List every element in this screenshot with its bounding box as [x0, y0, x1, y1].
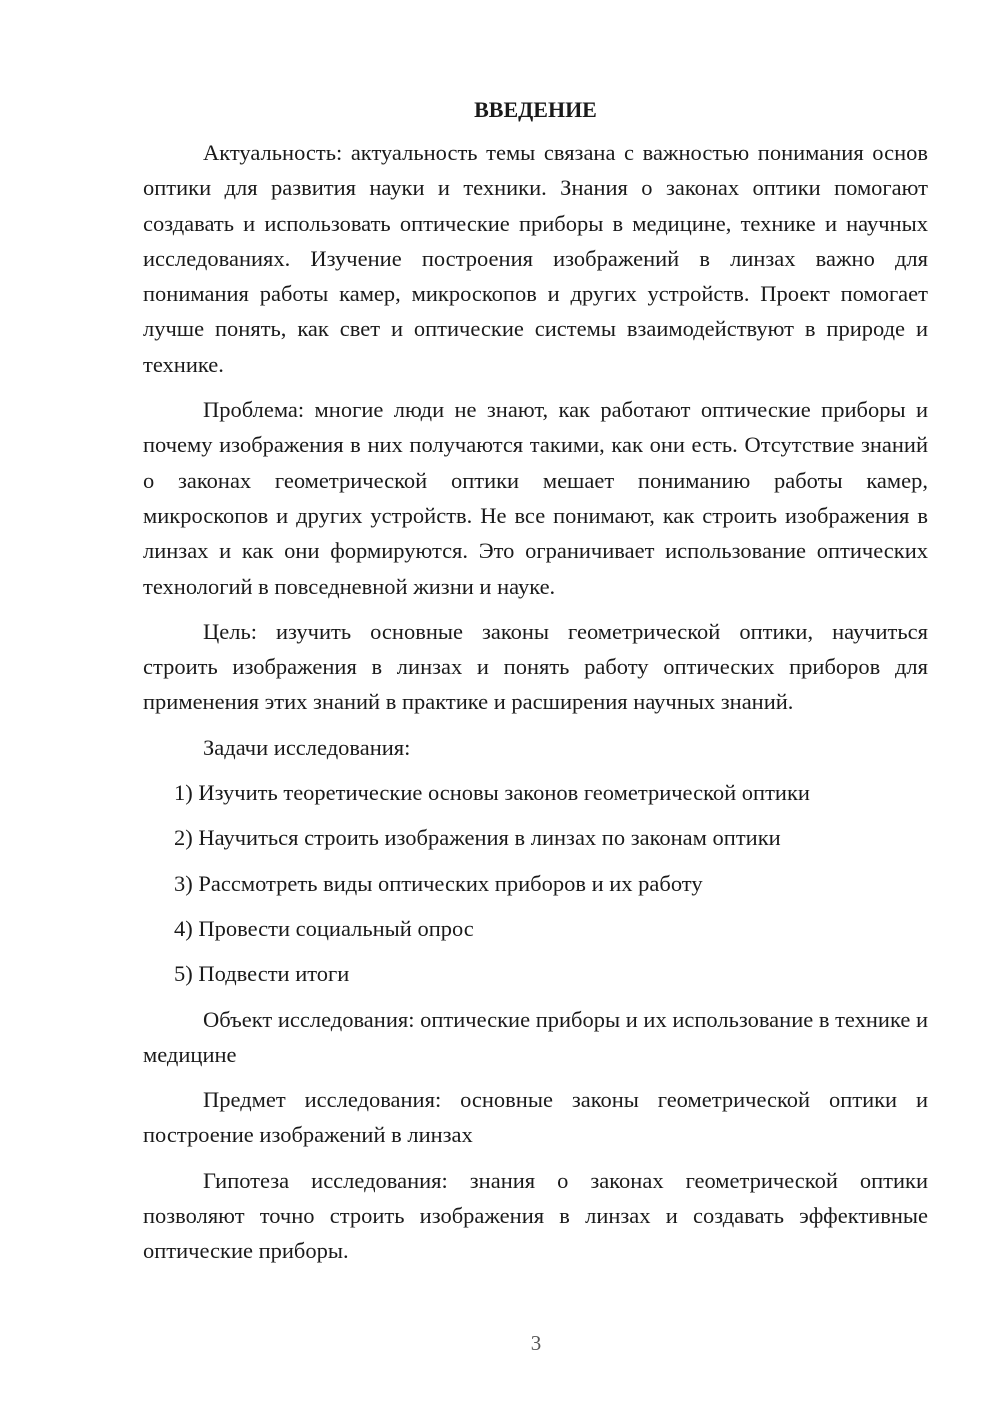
- task-item-5: 5) Подвести итоги: [174, 961, 350, 987]
- subject-paragraph: Предмет исследования: основные законы геометрической оптики и построение изображений в линзах: [143, 1087, 928, 1148]
- task-item-4: 4) Провести социальный опрос: [174, 915, 474, 941]
- tasks-heading: Задачи исследования:: [203, 734, 411, 760]
- section-title: ВВЕДЕНИЕ: [474, 97, 597, 122]
- problem-paragraph: Проблема: многие люди не знают, как работают оптические приборы и почему изображения в них получаются такими, как они есть. Отсутствие знаний о законах геометрической оптики мешает пониманию работы камер, микроскопов и других устройств. Не все понимают, как строить изображения в линзах и как они формируются. Это ограничивает использование оптических технологий в повседневной жизни и науке.: [143, 397, 928, 599]
- task-item-2: 2) Научиться строить изображения в линзах по законам оптики: [174, 825, 781, 851]
- page-number: 3: [530, 1331, 542, 1355]
- tasks-list: [143, 775, 928, 991]
- goal-paragraph: Цель: изучить основные законы геометрической оптики, научиться строить изображения в линзах и понять работу оптических приборов для применения этих знаний в практике и расширения научных знаний.: [143, 618, 928, 715]
- task-item-1: 1) Изучить теоретические основы законов геометрической оптики: [174, 780, 810, 806]
- task-item-3: 3) Рассмотреть виды оптических приборов и их работу: [174, 870, 703, 896]
- relevance-paragraph: Актуальность: актуальность темы связана с важностью понимания основ оптики для развития науки и техники. Знания о законах оптики помогают создавать и использовать оптические приборы в медицине, технике и научных исследованиях. Изучение построения изображений в линзах важно для понимания работы камер, микроскопов и других устройств. Проект помогает лучше понять, как свет и оптические системы взаимодействуют в природе и технике.: [143, 140, 928, 377]
- document-body: [143, 92, 928, 1269]
- hypothesis-paragraph: Гипотеза исследования: знания о законах геометрической оптики позволяют точно строить изображения в линзах и создавать эффективные оптические приборы.: [143, 1167, 928, 1264]
- object-paragraph: Объект исследования: оптические приборы и их использование в технике и медицине: [143, 1006, 928, 1067]
